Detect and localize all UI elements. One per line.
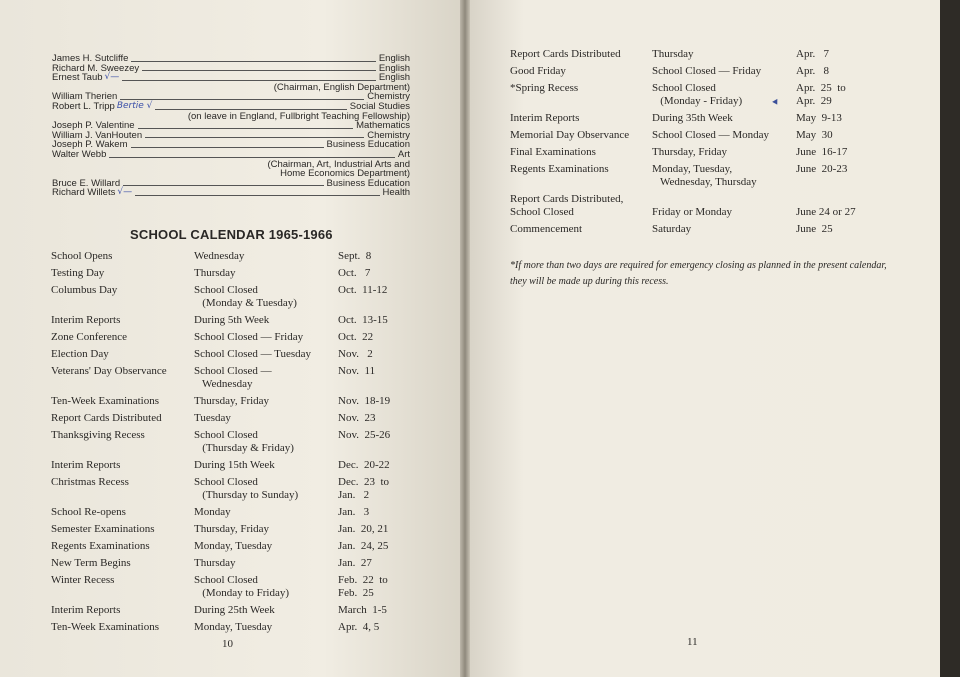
calendar-date: June 16-17: [796, 146, 848, 158]
faculty-name: William Therien: [52, 91, 118, 103]
calendar-date: Nov. 11: [338, 365, 376, 377]
leader-line: [142, 70, 376, 71]
calendar-event: Columbus Day: [51, 284, 118, 296]
calendar-detail: During 35th Week: [652, 112, 733, 124]
calendar-detail: School Closed (Monday to Friday): [194, 574, 290, 599]
leader-line: [120, 99, 364, 100]
calendar-event: New Term Begins: [51, 557, 131, 569]
calendar-date: Sept. 8: [338, 250, 372, 262]
faculty-name: Joseph P. Valentine: [52, 120, 135, 132]
faculty-name: Richard M. Sweezey: [52, 62, 140, 74]
faculty-subject: Chemistry: [367, 91, 410, 103]
leader-line: [131, 61, 375, 62]
leader-line: [155, 109, 346, 110]
faculty-subject: Business Education: [326, 139, 410, 151]
calendar-date: Jan. 27: [338, 557, 372, 569]
calendar-detail: During 25th Week: [194, 604, 275, 616]
faculty-subject: English: [378, 53, 410, 64]
faculty-subject: Art: [397, 148, 410, 160]
faculty-list: [52, 54, 410, 198]
leader-line: [123, 185, 323, 186]
calendar-detail: School Closed — Monday: [652, 129, 770, 141]
faculty-note: Home Economics Department): [280, 168, 410, 180]
calendar-event: Interim Reports: [51, 604, 121, 616]
handwritten-check-mark: √—: [117, 187, 133, 198]
calendar-detail: Monday, Tuesday, Wednesday, Thursday: [652, 163, 757, 188]
faculty-note: (Chairman, English Department): [273, 81, 410, 93]
calendar-event: Ten-Week Examinations: [51, 395, 160, 407]
calendar-detail: School Closed (Thursday & Friday): [194, 429, 294, 454]
faculty-name: Bruce E. Willard: [52, 177, 121, 189]
calendar-detail: Saturday: [652, 223, 692, 235]
calendar-date: June 20-23: [796, 163, 848, 175]
calendar-event: Report Cards Distributed: [510, 48, 621, 60]
calendar-event: Winter Recess: [51, 574, 115, 586]
calendar-detail: Thursday, Friday: [652, 146, 728, 158]
calendar-date: Apr. 4, 5: [338, 621, 380, 633]
calendar-event: Good Friday: [510, 65, 566, 77]
book-gutter: [460, 0, 470, 677]
handwritten-check-mark: Bertie √: [116, 100, 153, 111]
faculty-subject: Health: [382, 187, 410, 199]
calendar-date: Nov. 2: [338, 348, 373, 360]
calendar-event: Final Examinations: [510, 146, 596, 158]
calendar-title: SCHOOL CALENDAR 1965-1966: [130, 227, 333, 242]
faculty-subject: Social Studies: [349, 100, 410, 112]
calendar-detail: School Closed — Tuesday: [194, 348, 312, 360]
calendar-date: Nov. 23: [338, 412, 376, 424]
faculty-name: Ernest Taub: [52, 72, 103, 84]
calendar-detail: Thursday, Friday: [194, 395, 270, 407]
calendar-detail: Thursday, Friday: [194, 523, 270, 535]
calendar-event: School Re-opens: [51, 506, 126, 518]
faculty-name: Walter Webb: [52, 148, 107, 160]
faculty-note: (on leave in England, Fullbright Teaching Fellowship): [187, 110, 410, 122]
calendar-date: Feb. 22 to Feb. 25: [338, 574, 388, 599]
calendar-date: Apr. 8: [796, 65, 829, 77]
calendar-detail: Tuesday: [194, 412, 231, 424]
calendar-date: Jan. 3: [338, 506, 370, 518]
calendar-date: Nov. 18-19: [338, 395, 391, 407]
leader-line: [138, 128, 354, 129]
calendar-date: Apr. 7: [796, 48, 829, 60]
faculty-subject: Mathematics: [356, 120, 410, 132]
calendar-detail: Thursday: [194, 557, 236, 569]
calendar-footnote: *If more than two days are required for emergency closing as planned in the present calendar, they will be made up during this recess.: [510, 260, 887, 287]
leader-line: [109, 157, 394, 158]
faculty-subject: Business Education: [326, 177, 410, 189]
calendar-detail: School Closed — Friday: [194, 331, 304, 343]
calendar-detail: During 5th Week: [194, 314, 270, 326]
calendar-detail: During 15th Week: [194, 459, 275, 471]
leader-line: [135, 195, 379, 196]
calendar-event: Report Cards Distributed, School Closed: [510, 193, 624, 218]
faculty-name: Joseph P. Wakem: [52, 139, 128, 151]
faculty-name: James H. Sutcliffe: [52, 53, 129, 64]
leader-line: [145, 137, 364, 138]
faculty-subject: Chemistry: [367, 129, 410, 141]
calendar-event: Commencement: [510, 223, 583, 235]
calendar-event: Ten-Week Examinations: [51, 621, 160, 633]
calendar-event: Memorial Day Observance: [510, 129, 630, 141]
faculty-row: [52, 188, 410, 198]
calendar-event: Zone Conference: [51, 331, 128, 343]
calendar-detail: School Closed (Thursday to Sunday): [194, 476, 299, 501]
calendar-date: Oct. 13-15: [338, 314, 388, 326]
calendar-date: Dec. 23 to Jan. 2: [338, 476, 390, 501]
calendar-event: Regents Examinations: [51, 540, 150, 552]
faculty-name: William J. VanHouten: [52, 129, 143, 141]
calendar-detail: Friday or Monday: [652, 206, 733, 218]
calendar-detail: School Closed (Monday - Friday): [652, 82, 743, 107]
calendar-event: Thanksgiving Recess: [51, 429, 145, 441]
calendar-date: May 9-13: [796, 112, 842, 124]
calendar-event: Report Cards Distributed: [51, 412, 162, 424]
faculty-name: Robert L. Tripp: [52, 100, 115, 112]
faculty-subject: English: [378, 72, 410, 84]
page-number-right: 11: [687, 636, 698, 648]
faculty-note: (Chairman, Art, Industrial Arts and: [267, 158, 410, 170]
calendar-event: Interim Reports: [510, 112, 580, 124]
calendar-date: May 30: [796, 129, 833, 141]
calendar-detail: Monday, Tuesday: [194, 540, 273, 552]
calendar-date: June 25: [796, 223, 833, 235]
calendar-event: *Spring Recess: [510, 82, 579, 94]
calendar-date: Apr. 25 to Apr. 29: [796, 82, 846, 107]
calendar-date: Jan. 24, 25: [338, 540, 389, 552]
calendar-event: Interim Reports: [51, 314, 121, 326]
calendar-event: Christmas Recess: [51, 476, 129, 488]
faculty-name: Richard Willets: [52, 187, 116, 199]
calendar-event: Interim Reports: [51, 459, 121, 471]
calendar-date: Oct. 11-12: [338, 284, 388, 296]
calendar-detail: Monday, Tuesday: [194, 621, 273, 633]
calendar-detail: Monday: [194, 506, 231, 518]
calendar-date: Oct. 7: [338, 267, 371, 279]
calendar-event: Semester Examinations: [51, 523, 155, 535]
calendar-detail: Thursday: [652, 48, 694, 60]
calendar-event: Testing Day: [51, 267, 105, 279]
calendar-date: Jan. 20, 21: [338, 523, 389, 535]
calendar-detail: School Closed — Friday: [652, 65, 762, 77]
calendar-event: Regents Examinations: [510, 163, 609, 175]
calendar-event: Veterans' Day Observance: [51, 365, 167, 377]
leader-line: [122, 80, 376, 81]
handwritten-check-mark: √—: [104, 72, 120, 83]
calendar-event: School Opens: [51, 250, 113, 262]
calendar-date: Dec. 20-22: [338, 459, 390, 471]
calendar-detail: School Closed — Wednesday: [194, 365, 272, 390]
calendar-detail: School Closed (Monday & Tuesday): [194, 284, 297, 309]
calendar-date: Oct. 22: [338, 331, 374, 343]
background-edge: [940, 0, 960, 677]
calendar-date: Nov. 25-26: [338, 429, 391, 441]
leader-line: [131, 147, 324, 148]
calendar-detail: Wednesday: [194, 250, 245, 262]
calendar-detail: Thursday: [194, 267, 236, 279]
calendar-event: Election Day: [51, 348, 109, 360]
calendar-date: June 24 or 27: [796, 206, 856, 218]
calendar-date: March 1-5: [338, 604, 387, 616]
page-number-left: 10: [222, 638, 233, 650]
faculty-subject: English: [378, 62, 410, 74]
